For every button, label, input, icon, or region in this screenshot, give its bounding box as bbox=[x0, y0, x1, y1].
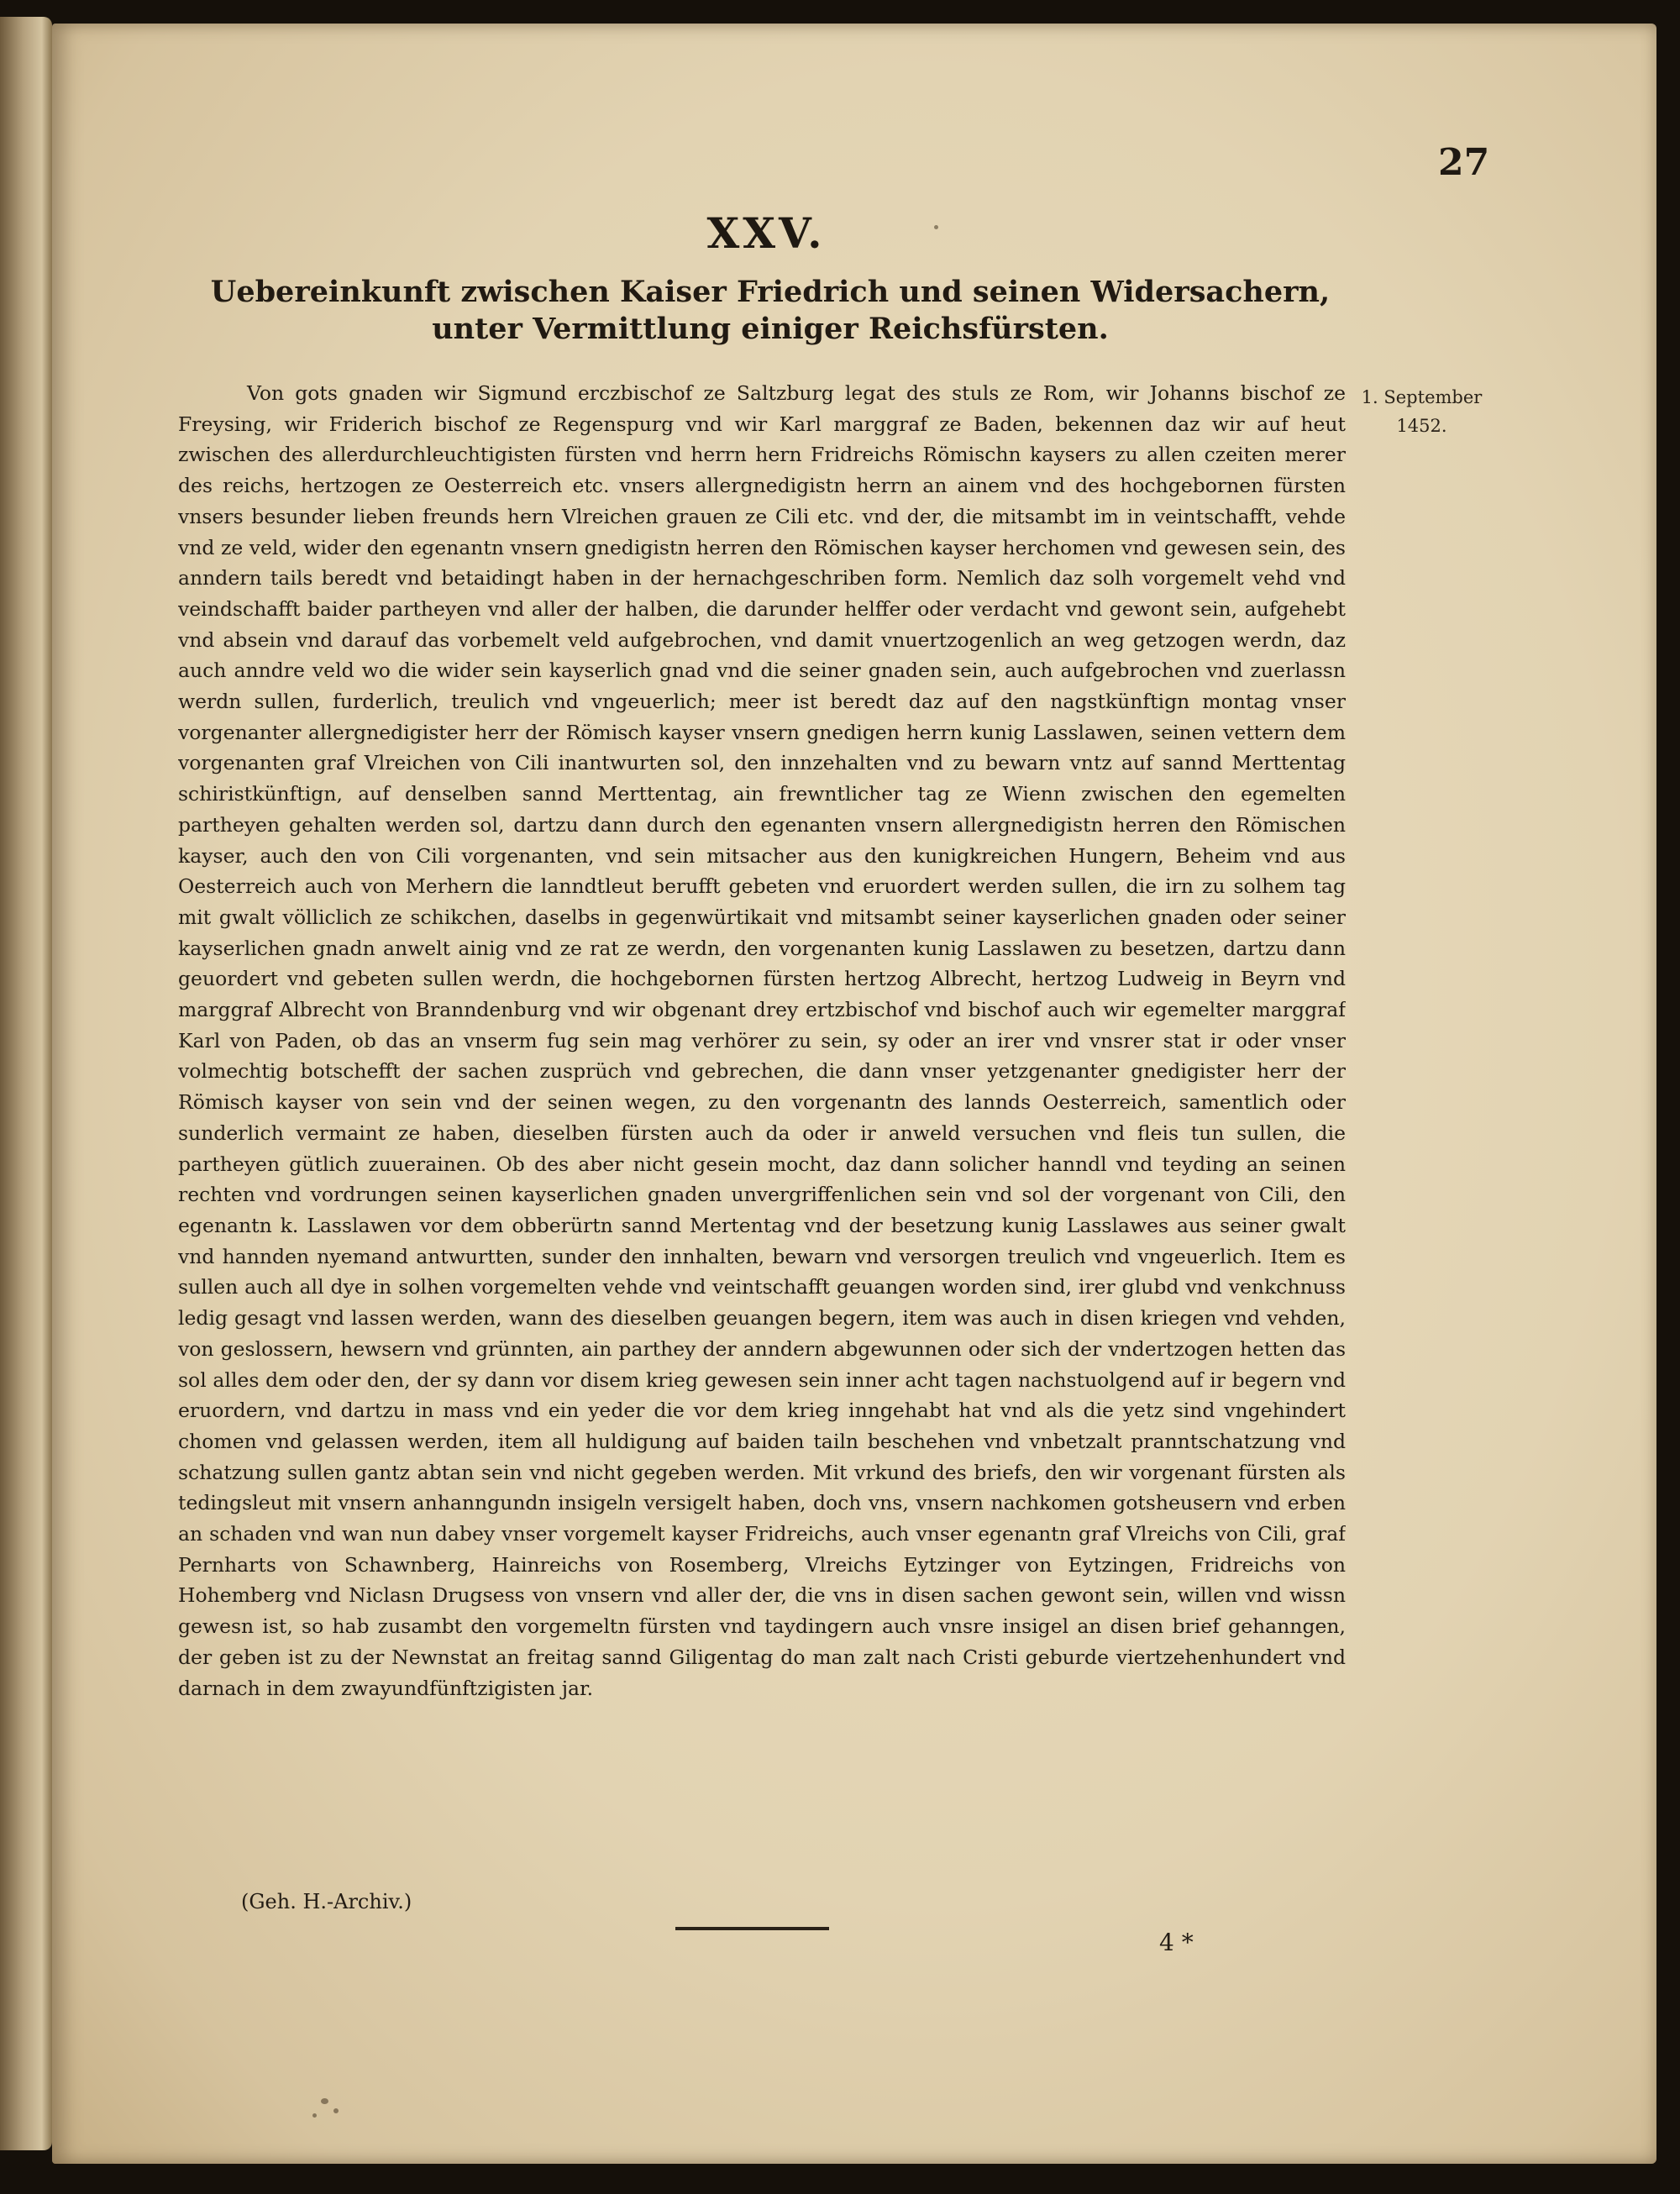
paper-speck bbox=[312, 2113, 317, 2118]
margin-date-note bbox=[1352, 383, 1491, 440]
charter-body-text: Von gots gnaden wir Sigmund erczbischof ze Saltzburg legat des stuls ze Rom, wir Johanns bischof ze Freysing, wir Friderich bischof ze Regenspurg vnd wir Karl marggraf ze Baden, bekennen daz wir auf heut zwischen des allerdurchleuchtigisten fürsten vnd herrn hern Fridreichs Römischn kaysers zu allen czeiten merer des reichs, hertzogen ze Oesterreich etc. vnsers allergnedigistn herrn an ainem vnd des hochgebornen fürsten vnsers besunder lieben freunds hern Vlreichen grauen ze Cili etc. vnd der, die mitsambt im in veintschafft, vehde vnd ze veld, wider den egenantn vnsern gnedigistn herren den Römischen kayser herchomen vnd gewesen sein, des anndern tails beredt vnd betaidingt haben in der hernachgeschriben form. Nemlich daz solh vorgemelt vehd vnd veindschafft baider partheyen vnd aller der halben, die darunder helffer oder verdacht vnd gewont sein, aufgehebt vnd absein vnd darauf das vorbemelt veld aufgebrochen, vnd damit vnuertzogenlich an weg getzogen werdn, daz auch anndre veld wo die wider sein kayserlich gnad vnd die seiner gnaden sein, auch aufgebrochen vnd zuerlassn werdn sullen, furderlich, treulich vnd vngeuerlich; meer ist beredt daz auf den nagstkünftign montag vnser vorgenanter allergnedigister herr der Römisch kayser vnsern gnedigen herrn kunig Lasslawen, seinen vettern dem vorgenanten graf Vlreichen von Cili inantwurten sol, den innzehalten vnd zu bewarn vntz auf sannd Merttentag schiristkünftign, auf denselben sannd Merttentag, ain frewntlicher tag ze Wienn zwischen den egemelten partheyen gehalten werden sol, dartzu dann durch den egenanten vnsern allergnedigistn herren den Römischen kayser, auch den von Cili vorgenanten, vnd sein mitsacher aus den kunigkreichen Hungern, Beheim vnd aus Oesterreich auch von Merhern die lanndtleut berufft gebeten vnd eruordert werden sullen, die irn zu solhem tag mit gwalt völliclich ze schikchen, daselbs in gegenwürtikait vnd mitsambt seiner kayserlichen gnaden oder seiner kayserlichen gnadn anwelt ainig vnd ze rat ze werdn, den vorgenanten kunig Lasslawen zu besetzen, dartzu dann geuordert vnd gebeten sullen werdn, die hochgebornen fürsten hertzog Albrecht, hertzog Ludweig in Beyrn vnd marggraf Albrecht von Branndenburg vnd wir obgenant drey ertzbischof vnd bischof auch wir egemelter marggraf Karl von Paden, ob das an vnserm fug sein mag verhörer zu sein, sy oder an irer vnd vnsrer stat ir oder vnser volmechtig botschefft der sachen zusprüch vnd gebrechen, die dann vnser yetzgenanter gnedigister herr der Römisch kayser von sein vnd der seinen wegen, zu den vorgenantn des lannds Oesterreich, samentlich oder sunderlich vermaint ze haben, dieselben fürsten auch da oder ir anweld versuchen vnd fleis tun sullen, die partheyen gütlich zuuerainen. Ob des aber nicht gesein mocht, daz dann solicher hanndl vnd teyding an seinen rechten vnd vordrungen seinen kayserlichen gnaden unvergriffenlichen sein vnd sol der vorgenant von Cili, den egenantn k. Lasslawen vor dem obberürtn sannd Mertentag vnd der besetzung kunig Lasslawes aus seiner gwalt vnd hannden nyemand antwurtten, sunder den innhalten, bewarn vnd versorgen treulich vnd vngeuerlich. Item es sullen auch all dye in solhen vorgemelten vehde vnd veintschafft geuangen worden sind, irer glubd vnd venkchnuss ledig gesagt vnd lassen werden, wann des dieselben geuangen begern, item was auch in disen kriegen vnd vehden, von geslossern, hewsern vnd grünnten, ain parthey der anndern abgewunnen oder sich der vndertzogen hetten das sol alles dem oder den, der sy dann vor disem krieg gewesen sein inner acht tagen nachstuolgend auf ir begern vnd eruordern, vnd dartzu in mass vnd ein yeder die vor dem krieg inngehabt hat vnd als die yetz sind vngehindert chomen vnd gelassen werden, item all huldigung auf baiden tailn beschehen vnd vnbetzalt pranntschatzung vnd schatzung sullen gantz abtan sein vnd nicht gegeben werden. Mit vrkund des briefs, den wir vorgenant fürsten als tedingsleut mit vnsern anhanngundn insigeln versigelt haben, doch vns, vnsern nachkomen gotsheusern vnd erben an schaden vnd wan nun dabey vnser vorgemelt kayser Fridreichs, auch vnser egenantn graf Vlreichs von Cili, graf Pernharts von Schawnberg, Hainreichs von Rosemberg, Vlreichs Eytzinger von Eytzingen, Fridreichs von Hohemberg vnd Niclasn Drugsess von vnsern vnd aller der, die vns in disen sachen gewont sein, willen vnd wissn gewesn ist, so hab zusambt den vorgemeltn fürsten vnd taydingern auch vnsre insigel an disen brief gehanngen, der geben ist zu der Newnstat an freitag sannd Giligentag do man zalt nach Cristi geburde viertzehenhundert vnd darnach in dem zwayundfünftzigisten jar. bbox=[178, 381, 1346, 1700]
end-rule-divider bbox=[675, 1927, 829, 1930]
paper-speck bbox=[333, 2108, 339, 2113]
page-number: 27 bbox=[1438, 141, 1490, 184]
document-title: Uebereinkunft zwischen Kaiser Friedrich und seinen Widersachern, unter Vermittlung einiger Reichsfürsten. bbox=[210, 275, 1331, 346]
printer-signature-mark: 4 * bbox=[1159, 1929, 1194, 1956]
paper-speck bbox=[321, 2098, 328, 2104]
margin-year: 1452. bbox=[1396, 416, 1447, 436]
book-page bbox=[52, 24, 1656, 2164]
previous-page-edge bbox=[0, 17, 52, 2150]
paper-speck bbox=[934, 225, 938, 229]
margin-date: 1. September bbox=[1361, 387, 1483, 407]
document-number: XXV. bbox=[706, 208, 826, 258]
archive-source: (Geh. H.-Archiv.) bbox=[241, 1890, 412, 1913]
